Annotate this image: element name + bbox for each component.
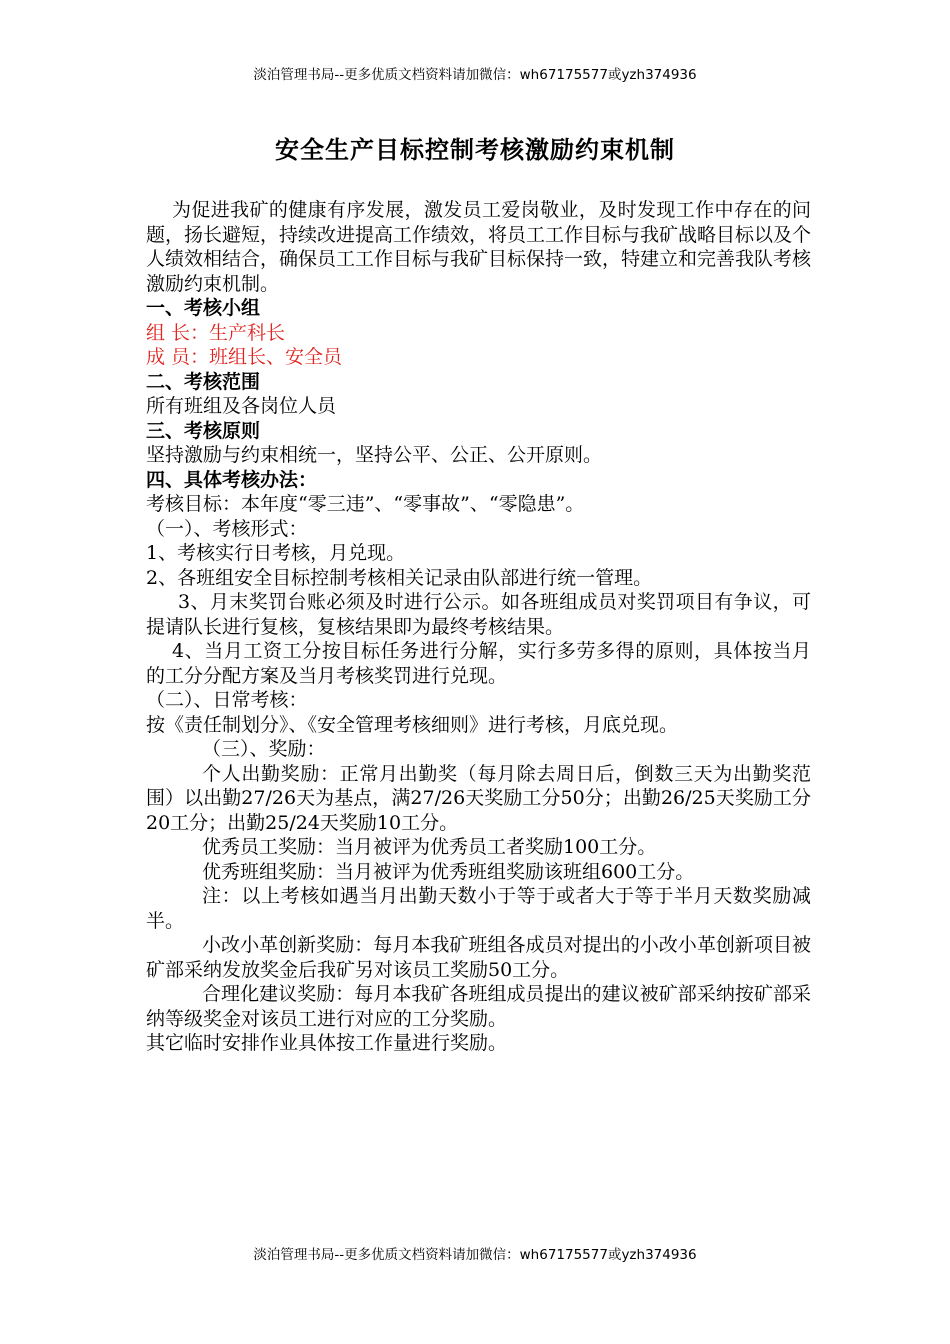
- section2-text: 所有班组及各岗位人员: [146, 395, 337, 417]
- section4-heading: 四、具体考核办法：: [146, 468, 318, 491]
- form-item-2: 2、各班组安全目标控制考核相关记录由队部进行统一管理。: [146, 566, 653, 589]
- document-body: [146, 198, 811, 1056]
- section3-text: 坚持激励与约束相统一，坚持公平、公正、公开原则。: [146, 444, 603, 466]
- form-item-4: 4、当月工资工分按目标任务进行分解，实行多劳多得的原则，具体按当月的工分分配方案及当月考核奖罚进行兑现。: [146, 640, 811, 687]
- form-heading: （一）、考核形式：: [146, 517, 308, 540]
- reward-excellent-employee: 优秀员工奖励：当月被评为优秀员工者奖励100工分。: [202, 836, 657, 858]
- section3-heading: 三、考核原则: [146, 419, 261, 442]
- daily-heading: （二）、日常考核：: [146, 689, 308, 711]
- group-members: 成 员：班组长、安全员: [146, 346, 343, 368]
- reward-attendance: 个人出勤奖励：正常月出勤奖（每月除去周日后，倒数三天为出勤奖范围）以出勤27/26天为基点，满27/26天奖励工分50分；出勤26/25天奖励工分20工分；出勤25/24天奖励10工分。: [146, 762, 811, 834]
- page-header: 淡泊管理书局--更多优质文档资料请加微信：wh67175577或yzh374936: [253, 67, 697, 83]
- reward-heading: （三）、奖励：: [202, 738, 326, 760]
- intro-paragraph: 为促进我矿的健康有序发展，激发员工爱岗敬业，及时发现工作中存在的问题，扬长避短，持续改进提高工作绩效，将员工工作目标与我矿战略目标以及个人绩效相结合，确保员工工作目标与我矿目标保持一致，特建立和完善我队考核激励约束机制。: [146, 199, 812, 295]
- reward-excellent-team: 优秀班组奖励：当月被评为优秀班组奖励该班组600工分。: [202, 860, 695, 883]
- form-item-1: 1、考核实行日考核，月兑现。: [146, 542, 406, 564]
- reward-innovation: 小改小革创新奖励：每月本我矿班组各成员对提出的小改小革创新项目被矿部采纳发放奖金后我矿另对该员工奖励50工分。: [146, 934, 811, 981]
- form-item-3: 3、月末奖罚台账必须及时进行公示。如各班组成员对奖罚项目有争议，可提请队长进行复核，复核结果即为最终考核结果。: [146, 591, 811, 638]
- group-leader: 组 长：生产科长: [146, 321, 286, 344]
- page-footer: 淡泊管理书局--更多优质文档资料请加微信：wh67175577或yzh374936: [253, 1247, 697, 1263]
- document-title: 安全生产目标控制考核激励约束机制: [275, 136, 675, 164]
- section2-heading: 二、考核范围: [146, 370, 261, 393]
- reward-suggestion: 合理化建议奖励：每月本我矿各班组成员提出的建议被矿部采纳按矿部采纳等级奖金对该员工进行对应的工分奖励。: [146, 983, 811, 1030]
- section1-heading: 一、考核小组: [146, 297, 261, 319]
- reward-note: 注：以上考核如遇当月出勤天数小于等于或者大于等于半月天数奖励减半。: [146, 885, 811, 932]
- daily-text: 按《责任制划分》、《安全管理考核细则》进行考核，月底兑现。: [146, 713, 679, 736]
- closing-text: 其它临时安排作业具体按工作量进行奖励。: [146, 1032, 508, 1054]
- assessment-goal: 考核目标：本年度“零三违”、“零事故”、“零隐患”。: [146, 493, 585, 515]
